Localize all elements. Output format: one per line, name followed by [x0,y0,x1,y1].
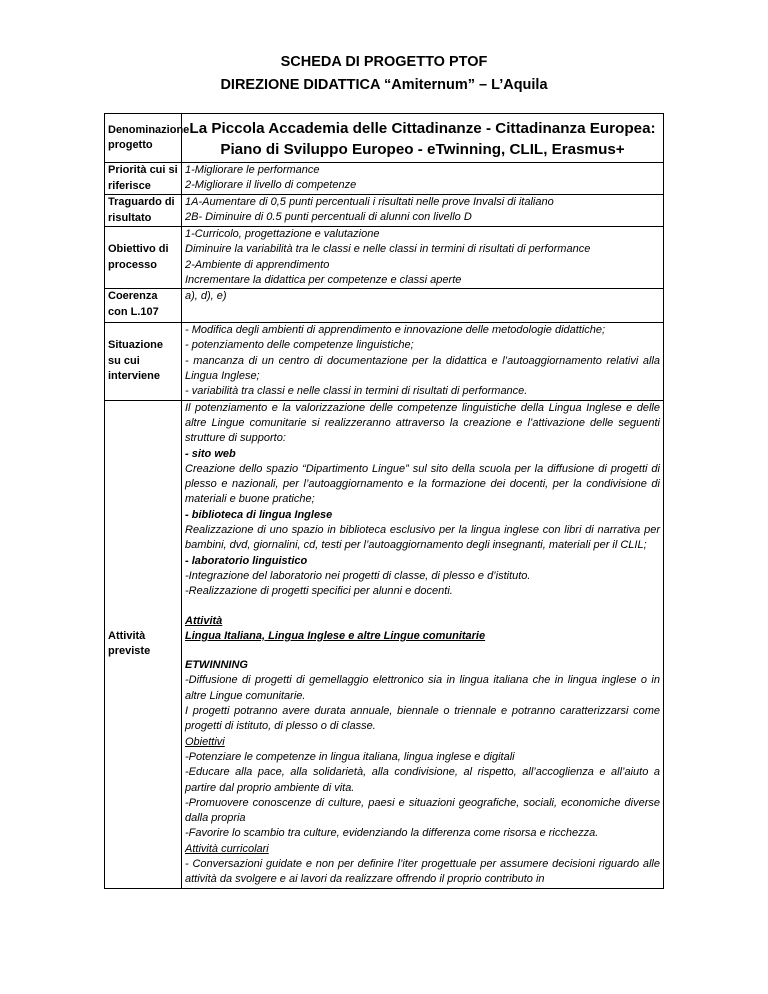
laboratorio-line: -Integrazione del laboratorio nei progetti di classe, di plesso e d’istituto. [185,569,531,582]
obiettivo-line: Incrementare la didattica per competenze e classi aperte [185,273,462,286]
row-priorita [105,163,664,195]
situazione-line: - Modifica degli ambienti di apprendimento e innovazione delle metodologie didattiche; [185,324,606,337]
row-obiettivo [105,227,664,289]
situazione-line: - potenziamento delle competenze linguistiche; [185,339,414,352]
traguardo-line: 1A-Aumentare di 0,5 punti percentuali i risultati nelle prove Invalsi di italiano [185,196,554,208]
etwinning-text: I progetti potranno avere durata annuale, biennale o triennale e potranno caratterizzarsi come progetti di istituto, di plesso o di classe. [185,705,660,733]
project-table [104,113,664,889]
label-attivita: Attività previste [105,400,182,888]
row-situazione [105,323,664,400]
priorita-line: 1-Migliorare le performance [185,164,320,176]
sito-web-text: Creazione dello spazio “Dipartimento Lingue” sul sito della scuola per la diffusione di progetti di plesso e nazionali, per l’autoaggiornamento e la formazione dei docenti, per la condivisione di materiali e buone pratiche; [185,462,660,506]
heading-obiettivi: Obiettivi [185,735,225,748]
heading-biblioteca: - biblioteca di lingua Inglese [185,508,333,521]
doc-header-school: DIREZIONE DIDATTICA “Amiternum” – L’Aquila [220,77,548,93]
etwinning-text: -Diffusione di progetti di gemellaggio elettronico sia in lingua italiana che in lingua inglese o in altre Lingue comunitarie. [185,674,660,702]
heading-curricolari: Attività curricolari [185,842,269,855]
doc-header-title: SCHEDA DI PROGETTO PTOF [280,54,488,70]
label-obiettivo: Obiettivo di processo [105,227,182,289]
situazione-line: - mancanza di un centro di documentazione per la didattica e l’autoaggiornamento relativi alla Lingua Inglese; [185,354,660,383]
obiettivo-line: 1-Curricolo, progettazione e valutazione [185,228,380,240]
traguardo-line: 2B- Diminuire di 0.5 punti percentuali di alunni con livello D [185,211,472,224]
label-denominazione: Denominazione progetto [105,114,182,163]
coerenza-value: a), d), e) [182,289,664,323]
label-priorita: Priorità cui si riferisce [105,163,182,195]
heading-attivita: Attività [185,614,223,627]
heading-laboratorio: - laboratorio linguistico [185,554,308,567]
obiettivi-item: -Potenziare le competenze in lingua italiana, lingua inglese e digitali [185,750,515,763]
obiettivi-item: -Promuovere conoscenze di culture, paesi e situazioni geografiche, sociali, economiche diverse dalla propria [185,796,660,825]
row-attivita [105,400,664,888]
heading-lingue: Lingua Italiana, Lingua Inglese e altre Lingue comunitarie [185,629,486,642]
attivita-intro: Il potenziamento e la valorizzazione delle competenze linguistiche della Lingua Inglese e delle altre Lingue comunitarie si realizzeranno attraverso la creazione e l’attivazione delle seguenti strutture di supporto: [185,401,660,445]
label-traguardo: Traguardo di risultato [105,195,182,227]
row-denominazione [105,114,664,163]
obiettivo-line: 2-Ambiente di apprendimento [185,258,330,271]
obiettivi-item: -Favorire lo scambio tra culture, evidenziando la differenza come risorsa e ricchezza. [185,827,599,840]
curricolari-text: - Conversazioni guidate e non per definire l’iter progettuale per assumere decisioni riguardo alle attività da svolgere e ai lavori da realizzare offrendo il proprio contributo in [185,857,660,886]
priorita-line: 2-Migliorare il livello di competenze [185,179,357,192]
heading-sito-web: - sito web [185,447,236,460]
heading-etwinning: ETWINNING [185,659,248,672]
row-coerenza [105,289,664,323]
obiettivo-line: Diminuire la variabilità tra le classi e nelle classi in termini di risultati di performance [185,243,591,256]
label-coerenza: Coerenza con L.107 [105,289,182,323]
label-situazione: Situazione su cui interviene [105,323,182,400]
situazione-line: - variabilità tra classi e nelle classi in termini di risultati di performance. [185,385,528,398]
laboratorio-line: -Realizzazione di progetti specifici per alunni e docenti. [185,585,453,598]
row-traguardo [105,195,664,227]
project-title: La Piccola Accademia delle Cittadinanze - Cittadinanza Europea: Piano di Sviluppo Europeo - eTwinning, CLIL, Erasmus+ [189,120,656,158]
obiettivi-item: -Educare alla pace, alla solidarietà, alla condivisione, al rispetto, all’accoglienza e all’aiuto a partire dal proprio ambiente di vita. [185,766,660,794]
biblioteca-text: Realizzazione di uno spazio in biblioteca esclusivo per la lingua inglese con libri di narrativa per bambini, dvd, giornalini, cd, testi per l’autoaggiornamento degli insegnanti, materiali per il CLIL; [185,524,660,552]
